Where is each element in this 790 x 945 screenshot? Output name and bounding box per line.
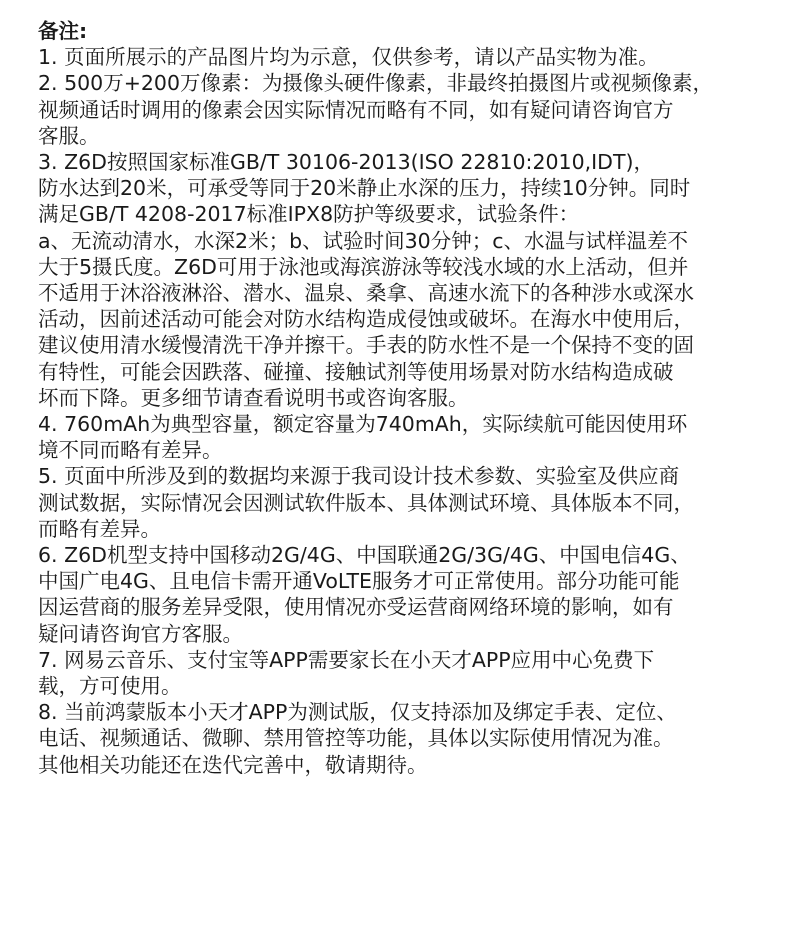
note-line: 1. 页面所展示的产品图片均为示意，仅供参考，请以产品实物为准。 bbox=[38, 45, 659, 70]
note-line: 而略有差异。 bbox=[38, 516, 161, 541]
note-line: 客服。 bbox=[38, 123, 100, 148]
note-line: 8. 当前鸿蒙版本小天才APP为测试版，仅支持添加及绑定手表、定位、 bbox=[38, 700, 677, 725]
note-line: 7. 网易云音乐、支付宝等APP需要家长在小天才APP应用中心免费下 bbox=[38, 647, 655, 672]
note-line: 疑问请咨询官方客服。 bbox=[38, 621, 243, 646]
note-line: a、无流动清水，水深2米；b、试验时间30分钟；c、水温与试样温差不 bbox=[38, 228, 688, 253]
note-line: 有特性，可能会因跌落、碰撞、接触试剂等使用场景对防水结构造成破 bbox=[38, 359, 674, 384]
note-line: 活动，因前述活动可能会对防水结构造成侵蚀或破坏。在海水中使用后， bbox=[38, 307, 694, 332]
note-line: 防水达到20米，可承受等同于20米静止水深的压力，持续10分钟。同时 bbox=[38, 176, 691, 201]
note-line: 其他相关功能还在迭代完善中，敬请期待。 bbox=[38, 752, 428, 777]
note-line: 境不同而略有差异。 bbox=[38, 438, 223, 463]
note-line: 因运营商的服务差异受限，使用情况亦受运营商网络环境的影响，如有 bbox=[38, 595, 674, 620]
note-line: 大于5摄氏度。Z6D可用于泳池或海滨游泳等较浅水域的水上活动，但并 bbox=[38, 254, 689, 279]
note-line: 满足GB/T 4208-2017标准IPX8防护等级要求，试验条件： bbox=[38, 202, 580, 227]
note-line: 4. 760mAh为典型容量，额定容量为740mAh，实际续航可能因使用环 bbox=[38, 412, 688, 437]
note-line: 2. 500万+200万像素：为摄像头硬件像素，非最终拍摄图片或视频像素， bbox=[38, 71, 714, 96]
note-line: 中国广电4G、且电信卡需开通VoLTE服务才可正常使用。部分功能可能 bbox=[38, 569, 680, 594]
note-line: 5. 页面中所涉及到的数据均来源于我司设计技术参数、实验室及供应商 bbox=[38, 464, 680, 489]
note-line: 载，方可使用。 bbox=[38, 674, 182, 699]
note-line: 视频通话时调用的像素会因实际情况而略有不同，如有疑问请咨询官方 bbox=[38, 97, 674, 122]
note-line: 电话、视频通话、微聊、禁用管控等功能，具体以实际使用情况为准。 bbox=[38, 726, 674, 751]
note-line: 6. Z6D机型支持中国移动2G/4G、中国联通2G/3G/4G、中国电信4G、 bbox=[38, 543, 691, 568]
note-line: 坏而下降。更多细节请查看说明书或咨询客服。 bbox=[38, 385, 469, 410]
note-line: 不适用于沐浴液淋浴、潜水、温泉、桑拿、高速水流下的各种涉水或深水 bbox=[38, 281, 694, 306]
notes-title: 备注: bbox=[38, 19, 88, 43]
note-line: 3. Z6D按照国家标准GB/T 30106-2013(ISO 22810:2010,IDT)， bbox=[38, 150, 654, 175]
note-line: 测试数据，实际情况会因测试软件版本、具体测试环境、具体版本不同， bbox=[38, 490, 694, 515]
note-line: 建议使用清水缓慢清洗干净并擦干。手表的防水性不是一个保持不变的固 bbox=[38, 333, 694, 358]
